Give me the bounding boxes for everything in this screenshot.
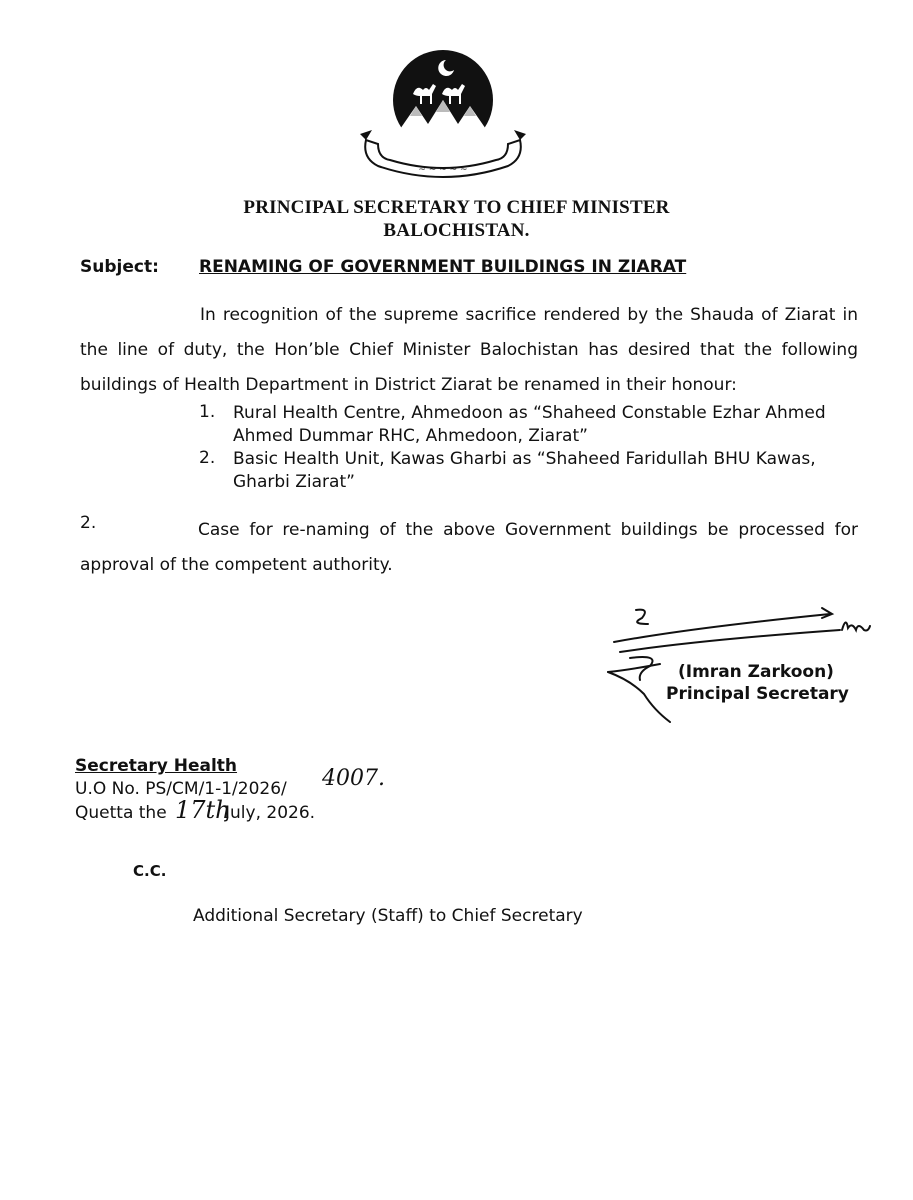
date-suffix: July, 2026. (225, 803, 316, 823)
subject-label: Subject: (80, 257, 159, 277)
list-item-number: 2. (199, 448, 216, 468)
date-prefix: Quetta the (75, 803, 167, 823)
list-item: Rural Health Centre, Ahmedoon as “Shaheed Constable Ezhar Ahmed Ahmed Dummar RHC, Ahmedoon, Ziarat” (233, 403, 826, 446)
paragraph-2-number: 2. (80, 513, 97, 533)
subject-text: RENAMING OF GOVERNMENT BUILDINGS IN ZIARAT (199, 257, 687, 277)
svg-text:~ ~ ~ ~ ~: ~ ~ ~ ~ ~ (418, 165, 468, 175)
letterhead-line-2: BALOCHISTAN. (383, 220, 530, 241)
signatory-name: (Imran Zarkoon) (678, 662, 834, 682)
letterhead-line-1: PRINCIPAL SECRETARY TO CHIEF MINISTER (243, 197, 670, 218)
list-item: Basic Health Unit, Kawas Gharbi as “Shaheed Faridullah BHU Kawas, Gharbi Ziarat” (233, 449, 816, 492)
cc-label: C.C. (133, 862, 167, 880)
addressee: Secretary Health (75, 756, 238, 776)
body-paragraph-1: In recognition of the supreme sacrifice rendered by the Shauda of Ziarat in the line of duty, the Hon’ble Chief Minister Balochistan has desired that the following buildings of Health Department in District Ziarat be renamed in their honour: (80, 305, 858, 395)
date-day-handwritten: 17th (175, 796, 231, 824)
uo-number-handwritten: 4007. (322, 766, 385, 791)
cc-recipient: Additional Secretary (Staff) to Chief Secretary (193, 906, 583, 926)
uo-number: U.O No. PS/CM/1-1/2026/ (75, 779, 287, 799)
body-paragraph-2: Case for re-naming of the above Government buildings be processed for approval of the competent authority. (80, 520, 858, 575)
signatory-title: Principal Secretary (666, 684, 849, 704)
list-item-number: 1. (199, 402, 216, 422)
balochistan-emblem-icon (358, 48, 528, 188)
